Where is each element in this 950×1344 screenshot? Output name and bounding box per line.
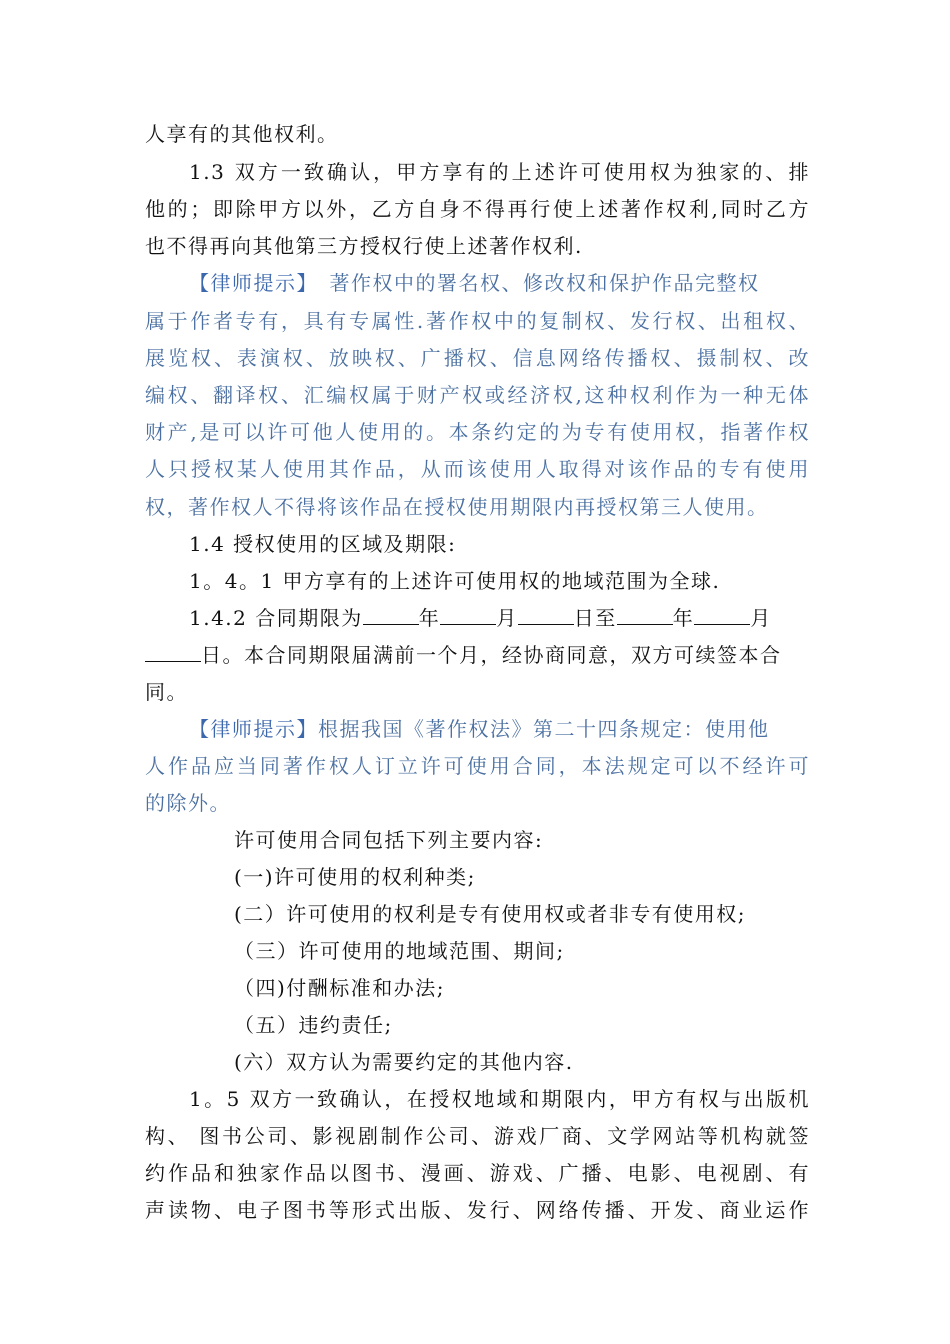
tip-text: 著作权中的署名权、修改权和保护作品完整权: [308, 271, 760, 295]
blank-field[interactable]: [617, 606, 673, 625]
list-item: （三）许可使用的地域范围、期间;: [234, 939, 565, 963]
month-label: 月: [750, 606, 772, 630]
year-label: 年: [672, 606, 695, 630]
year-label: 年: [418, 606, 441, 630]
tip-line: 人只授权某人使用其作品，从而该使用人取得对该作品的专有使用: [145, 457, 810, 481]
renewal-text: 日。本合同期限届满前一个月，经协商同意，双方可续签本合: [201, 643, 782, 667]
blank-field[interactable]: [145, 643, 201, 662]
text-line: 人享有的其他权利。: [145, 122, 339, 146]
day-to-label: 日至: [573, 606, 617, 630]
list-item: （四)付酬标准和办法;: [234, 976, 446, 1000]
tip-line: 属于作者专有，具有专属性.著作权中的复制权、发行权、出租权、: [145, 309, 810, 333]
text-line: 1。5 双方一致确认，在授权地域和期限内，甲方有权与出版机: [189, 1087, 810, 1111]
month-label: 月: [496, 606, 518, 630]
term-label: 1.4.2 合同期限为: [189, 606, 363, 630]
blank-field[interactable]: [363, 606, 419, 625]
tip-line: 权，著作权人不得将该作品在授权使用期限内再授权第三人使用。: [145, 495, 769, 519]
tip-line: 展览权、表演权、放映权、广播权、信息网络传播权、摄制权、改: [145, 346, 810, 370]
list-item: (二）许可使用的权利是专有使用权或者非专有使用权;: [234, 902, 747, 926]
text-line: 1.4 授权使用的区域及期限:: [189, 532, 457, 556]
lawyer-tip-line: [189, 716, 810, 742]
text-line: 1.3 双方一致确认，甲方享有的上述许可使用权为独家的、排: [189, 160, 810, 184]
blank-field[interactable]: [518, 606, 574, 625]
text-line: 构、 图书公司、影视剧制作公司、游戏厂商、文学网站等机构就签: [145, 1124, 810, 1148]
lawyer-tip-line: [189, 270, 810, 296]
tip-text: 根据我国《著作权法》第二十四条规定：使用他: [318, 717, 770, 741]
text-line: 声读物、电子图书等形式出版、发行、网络传播、开发、商业运作: [145, 1198, 810, 1222]
list-item: (一)许可使用的权利种类;: [234, 865, 476, 889]
contract-term-line: [189, 605, 810, 631]
list-heading: 许可使用合同包括下列主要内容:: [234, 828, 544, 852]
text-line: [145, 642, 810, 668]
lawyer-tip-label: 【律师提示】: [189, 271, 308, 295]
tip-line: 的除外。: [145, 791, 231, 815]
list-item: （五）违约责任;: [234, 1013, 393, 1037]
text-line: 约作品和独家作品以图书、漫画、游戏、广播、电影、电视剧、有: [145, 1161, 810, 1185]
text-line: 他的；即除甲方以外，乙方自身不得再行使上述著作权利,同时乙方: [145, 197, 810, 221]
list-item: (六）双方认为需要约定的其他内容.: [234, 1050, 574, 1074]
text-line: 同。: [145, 680, 188, 704]
tip-line: 人作品应当同著作权人订立许可使用合同，本法规定可以不经许可: [145, 754, 810, 778]
blank-field[interactable]: [440, 606, 496, 625]
text-line: 也不得再向其他第三方授权行使上述著作权利.: [145, 234, 583, 258]
tip-line: 财产,是可以许可他人使用的。本条约定的为专有使用权，指著作权: [145, 420, 810, 444]
blank-field[interactable]: [694, 606, 750, 625]
tip-line: 编权、翻译权、汇编权属于财产权或经济权,这种权利作为一种无体: [145, 383, 810, 407]
lawyer-tip-label: 【律师提示】: [189, 717, 318, 741]
text-line: 1。4。1 甲方享有的上述许可使用权的地域范围为全球.: [189, 569, 721, 593]
